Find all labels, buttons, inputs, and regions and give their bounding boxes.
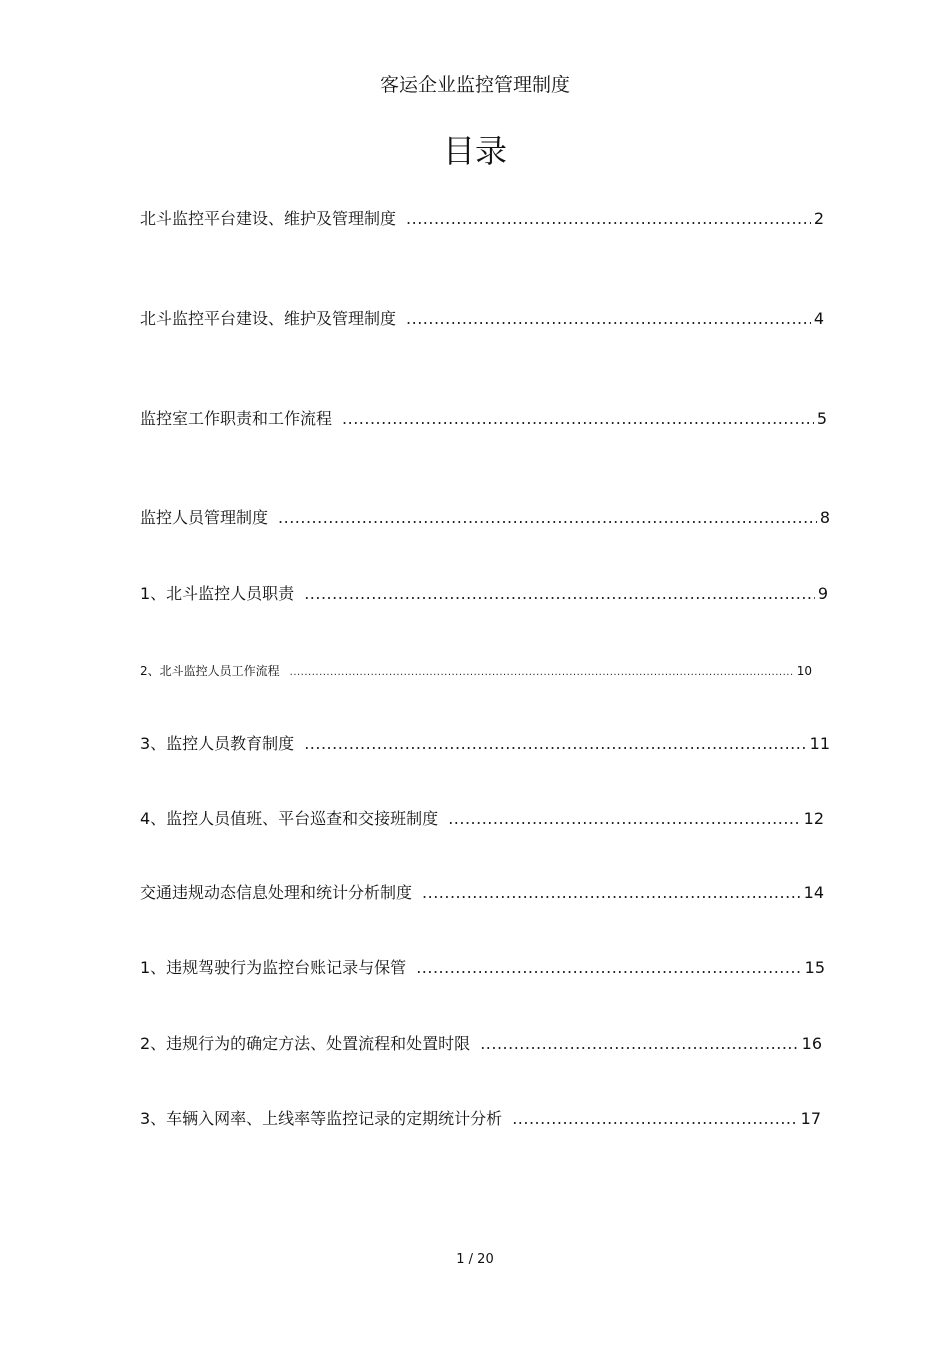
- toc-entry-page: 16: [801, 1034, 822, 1053]
- toc-entry-page: 2: [813, 209, 824, 228]
- toc-leader-dots: [290, 663, 794, 683]
- toc-leader-dots: [448, 809, 800, 829]
- toc-leader-dots: [406, 209, 811, 229]
- toc-leader-dots: [422, 883, 801, 903]
- toc-leader-dots: [512, 1109, 797, 1129]
- toc-entry[interactable]: [140, 1109, 821, 1129]
- toc-entry-label: 1、北斗监控人员职责: [140, 584, 295, 603]
- toc-entry-page: 4: [813, 309, 824, 328]
- toc-entry[interactable]: [140, 734, 830, 754]
- toc-entry-page: 15: [804, 958, 825, 977]
- toc-entry-label: 2、违规行为的确定方法、处置流程和处置时限: [140, 1034, 471, 1053]
- toc-entry-page: 14: [803, 883, 824, 902]
- toc-leader-dots: [304, 584, 815, 604]
- toc-entry[interactable]: [140, 661, 812, 683]
- toc-entry-label: 北斗监控平台建设、维护及管理制度: [140, 309, 397, 328]
- toc-entry-label: 监控人员管理制度: [140, 508, 269, 527]
- toc-entry-page: 8: [819, 508, 830, 527]
- toc-leader-dots: [406, 309, 811, 329]
- toc-entry-label: 北斗监控平台建设、维护及管理制度: [140, 209, 397, 228]
- toc-entry-label: 4、监控人员值班、平台巡查和交接班制度: [140, 809, 439, 828]
- toc-leader-dots: [416, 958, 801, 978]
- toc-leader-dots: [278, 508, 817, 528]
- toc-entry[interactable]: [140, 883, 824, 903]
- toc-entry[interactable]: [140, 309, 824, 329]
- toc-entry-page: 9: [817, 584, 828, 603]
- toc-leader-dots: [342, 409, 814, 429]
- toc-entry[interactable]: [140, 409, 827, 429]
- toc-entry[interactable]: [140, 809, 824, 829]
- toc-entry[interactable]: [140, 584, 828, 604]
- toc-entry[interactable]: [140, 508, 830, 528]
- toc-entry-label: 监控室工作职责和工作流程: [140, 409, 333, 428]
- toc-entry[interactable]: [140, 209, 824, 229]
- toc-leader-dots: [304, 734, 806, 754]
- document-title: 客运企业监控管理制度: [379, 74, 570, 96]
- toc-leader-dots: [480, 1034, 798, 1054]
- toc-entry-label: 1、违规驾驶行为监控台账记录与保管: [140, 958, 407, 977]
- toc-entry-label: 3、监控人员教育制度: [140, 734, 295, 753]
- toc-entry-page: 10: [796, 664, 812, 678]
- toc-entry-label: 3、车辆入网率、上线率等监控记录的定期统计分析: [140, 1109, 503, 1128]
- toc-entry[interactable]: [140, 958, 825, 978]
- toc-entry-label: 2、北斗监控人员工作流程: [140, 664, 280, 678]
- toc-entry[interactable]: [140, 1034, 822, 1054]
- toc-entry-page: 11: [809, 734, 830, 753]
- toc-entry-label: 交通违规动态信息处理和统计分析制度: [140, 883, 413, 902]
- toc-heading: 目录: [442, 132, 507, 170]
- toc-entry-page: 5: [816, 409, 827, 428]
- toc-entry-page: 12: [803, 809, 824, 828]
- toc-entry-page: 17: [800, 1109, 821, 1128]
- page-footer: 1 / 20: [456, 1252, 494, 1267]
